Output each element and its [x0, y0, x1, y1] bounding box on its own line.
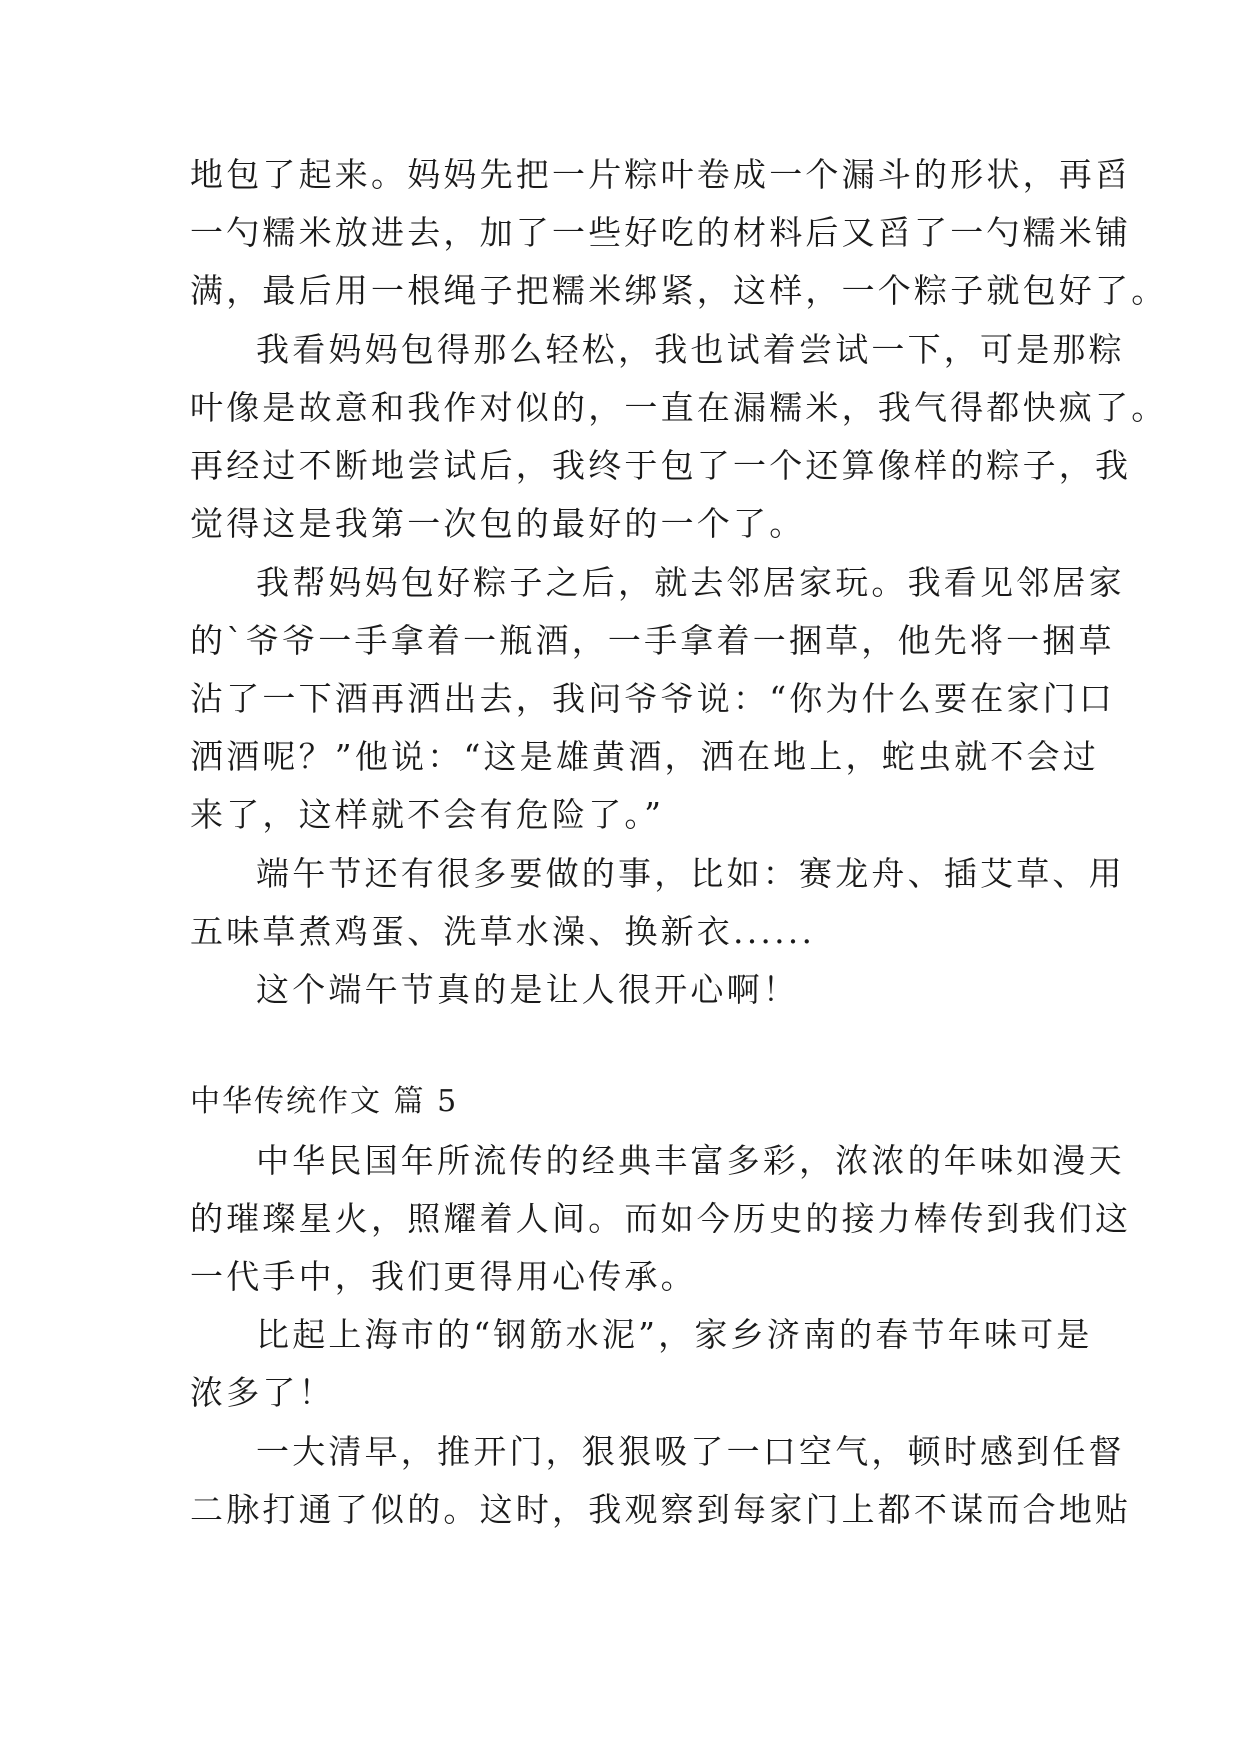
paragraph-line: 五味草煮鸡蛋、洗草水澡、换新衣...... — [190, 912, 816, 951]
paragraph-line: 的`爷爷一手拿着一瓶酒，一手拿着一捆草，他先将一捆草 — [190, 621, 1115, 660]
paragraph-line: 地包了起来。妈妈先把一片粽叶卷成一个漏斗的形状，再舀 — [190, 155, 1132, 194]
paragraph-line: 叶像是故意和我作对似的，一直在漏糯米，我气得都快疯了。 — [190, 388, 1168, 427]
paragraph-line: 二脉打通了似的。这时，我观察到每家门上都不谋而合地贴 — [190, 1490, 1132, 1529]
paragraph-line: 浓多了！ — [190, 1373, 335, 1412]
paragraph-line: 的璀璨星火，照耀着人间。而如今历史的接力棒传到我们这 — [190, 1199, 1132, 1238]
paragraph-line: 来了，这样就不会有危险了。” — [190, 795, 665, 834]
paragraph-line: 洒酒呢？”他说：“这是雄黄酒，洒在地上，蛇虫就不会过 — [190, 737, 1099, 776]
paragraph-line: 觉得这是我第一次包的最好的一个了。 — [190, 504, 806, 543]
paragraph-line: 中华民国年所流传的经典丰富多彩，浓浓的年味如漫天 — [256, 1141, 1125, 1180]
paragraph-line: 一勺糯米放进去，加了一些好吃的材料后又舀了一勺糯米铺 — [190, 213, 1132, 252]
paragraph-line: 沾了一下酒再洒出去，我问爷爷说：“你为什么要在家门口 — [190, 679, 1116, 718]
paragraph-line: 我帮妈妈包好粽子之后，就去邻居家玩。我看见邻居家 — [256, 563, 1125, 602]
paragraph-line: 一大清早，推开门，狠狠吸了一口空气，顿时感到任督 — [256, 1432, 1125, 1471]
paragraph-line: 我看妈妈包得那么轻松，我也试着尝试一下，可是那粽 — [256, 330, 1125, 369]
paragraph-line: 再经过不断地尝试后，我终于包了一个还算像样的粽子，我 — [190, 446, 1132, 485]
paragraph-line: 一代手中，我们更得用心传承。 — [190, 1257, 697, 1296]
paragraph-line: 这个端午节真的是让人很开心啊！ — [256, 970, 799, 1009]
section-heading: 中华传统作文 篇 5 — [190, 1084, 459, 1119]
paragraph-line: 满，最后用一根绳子把糯米绑紧，这样，一个粽子就包好了。 — [190, 271, 1168, 310]
paragraph-line: 端午节还有很多要做的事，比如：赛龙舟、插艾草、用 — [256, 854, 1125, 893]
paragraph-line: 比起上海市的“钢筋水泥”，家乡济南的春节年味可是 — [256, 1315, 1093, 1354]
